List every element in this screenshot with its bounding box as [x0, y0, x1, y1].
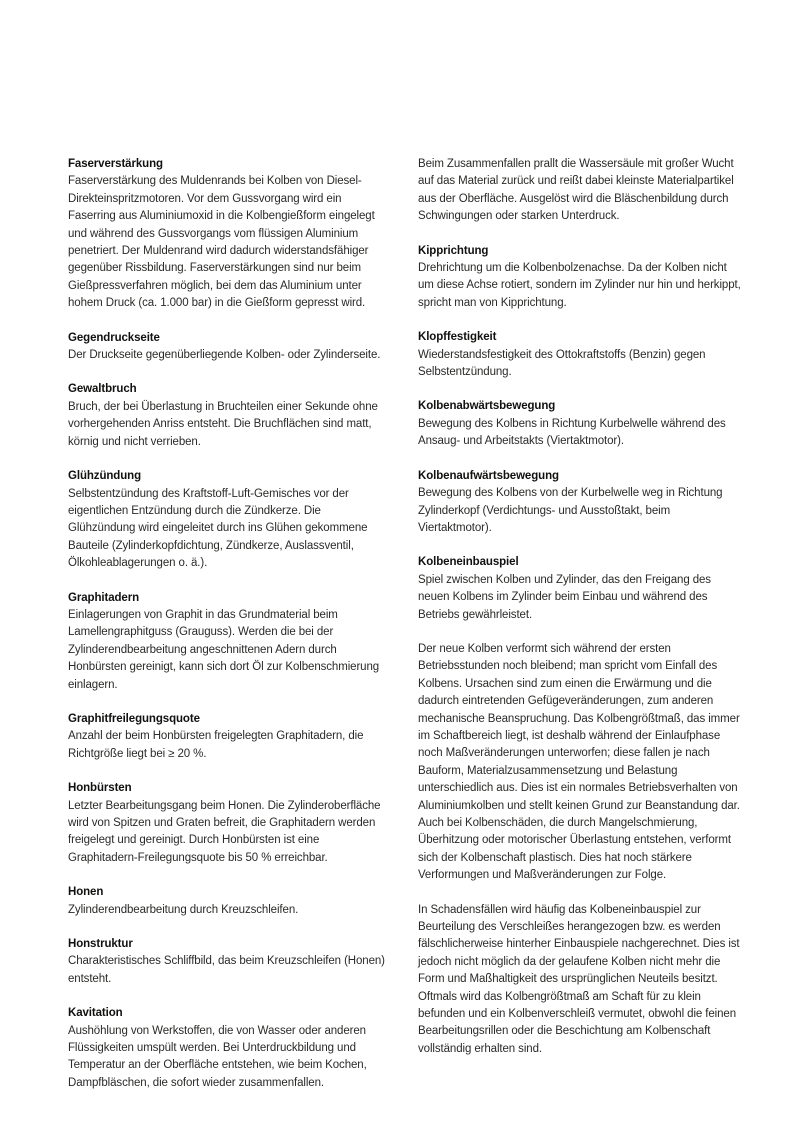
glossary-entry — [68, 468, 391, 572]
glossary-term: Kolbenaufwärtsbewegung — [418, 469, 559, 482]
glossary-term: Honbürsten — [68, 782, 132, 795]
glossary-definition: Bewegung des Kolbens in Richtung Kurbelwelle während des Ansaug- und Arbeitstakts (Viertaktmotor). — [418, 417, 726, 448]
glossary-definition: Spiel zwischen Kolben und Zylinder, das den Freigang des neuen Kolbens im Zylinder beim Einbau und während des Betriebs gewährleistet. — [418, 573, 711, 621]
glossary-entry — [68, 780, 391, 867]
glossary-term: Graphitadern — [68, 591, 140, 604]
glossary-definition: Selbstentzündung des Kraftstoff-Luft-Gemisches vor der eigentlichen Entzündung durch die Zündkerze. Die Glühzündung wird eingeleitet durch ins Glühen gekommene Bauteile (Zylinderkopfdichtung, Zündkerze, Auslassventil, Ölkohleablagerungen o. ä.). — [68, 487, 368, 570]
glossary-term: Honen — [68, 886, 104, 899]
glossary-term: Kipprichtung — [418, 244, 489, 257]
glossary-term: Klopffestigkeit — [418, 331, 497, 344]
glossary-entry — [68, 590, 391, 694]
glossary-definition: Bruch, der bei Überlastung in Bruchteilen einer Sekunde ohne vorhergehenden Anriss entsteht. Die Bruchflächen sind matt, körnig und nicht verrieben. — [68, 400, 378, 448]
glossary-entry — [68, 936, 391, 988]
glossary-definition: Charakteristisches Schliffbild, das beim Kreuzschleifen (Honen) entsteht. — [68, 955, 385, 985]
glossary-definition: Der Druckseite gegenüberliegende Kolben- oder Zylinderseite. — [68, 349, 381, 362]
glossary-term: Kolbeneinbauspiel — [418, 556, 519, 569]
glossary-entry — [68, 711, 391, 763]
glossary-entry — [418, 329, 741, 381]
glossary-entry — [418, 554, 741, 1058]
glossary-definition: Aushöhlung von Werkstoffen, die von Wasser oder anderen Flüssigkeiten umspült werden. Bei Unterdruckbildung und Temperatur an der Oberfläche entstehen, wie beim Kochen, Dampfbläschen, die sofort wieder zusammenfallen. — [68, 1024, 367, 1089]
glossary-definition: Drehrichtung um die Kolbenbolzenachse. Da der Kolben nicht um diese Achse rotiert, sondern im Zylinder nur hin und herkippt, spricht man von Kipprichtung. — [418, 262, 741, 309]
glossary-term: Gegendruckseite — [68, 331, 160, 344]
glossary-entry — [68, 330, 391, 365]
glossary-definition: Bewegung des Kolbens von der Kurbelwelle weg in Richtung Zylinderkopf (Verdichtungs- und Ausstoßtakt, beim Viertaktmotor). — [418, 487, 723, 534]
glossary-term: Faserverstärkung — [68, 158, 163, 170]
glossary-definition: Der neue Kolben verformt sich während der ersten Betriebsstunden noch bleibend; man spricht vom Einfall des Kolbens. Ursachen sind zum einen die Erwärmung und die dadurch eintretenden Gefügeveränderungen, zum anderen mechanische Beanspruchung. Das Kolbengrößtmaß, das immer im Schaftbereich liegt, ist deshalb während der Einlaufphase noch Maßveränderungen unterworfen; diese fallen je nach Bauform, Materialzusammensetzung und Belastung unterschiedlich aus. Dies ist ein normales Betriebsverhalten von Aluminiumkolben und stellt keinen Grund zur Beanstandung dar. Auch bei Kolbenschäden, die durch Mangelschmierung, Überhitzung oder motorischer Überlastung entstehen, verformt sich der Kolbenschaft plastisch. Dies hat noch stärkere Verformungen und Maßveränderungen zur Folge. — [418, 642, 740, 882]
glossary-entry — [418, 398, 741, 450]
glossary-definition: In Schadensfällen wird häufig das Kolbeneinbauspiel zur Beurteilung des Verschleißes herangezogen bzw. es werden fälschlicherweise hinterher Einbauspiele nachgerechnet. Dies ist jedoch nicht möglich da der gelaufene Kolben nicht mehr die Form und Maßhaltigkeit des ursprünglichen Neuteils besitzt. Oftmals wird das Kolbengrößtmaß am Schaft für zu klein befunden und ein Kolbenverschleiß vermutet, obwohl die feinen Bearbeitungsrillen oder die Beschichtung am Kolbenschaft vollständig erhalten sind. — [418, 903, 740, 1055]
glossary-term: Honstruktur — [68, 938, 133, 951]
glossary-term: Kavitation — [68, 1007, 123, 1020]
glossary-entry — [418, 243, 741, 313]
glossary-definition: Faserverstärkung des Muldenrands bei Kolben von Diesel-Direkteinspritzmotoren. Vor dem Gussvorgang wird ein Faserring aus Aluminiumoxid in die Kolbengießform eingelegt und während des Gussvorgangs vom flüssigen Aluminium penetriert. Der Muldenrand wird dadurch widerstandsfähiger gegenüber Rissbildung. Faserverstärkungen sind nur beim Gießpressverfahren möglich, bei dem das Aluminium unter hohem Druck (ca. 1.000 bar) in die Gießform gepresst wird. — [68, 175, 375, 310]
glossary-term: Kolbenabwärtsbewegung — [418, 400, 556, 413]
glossary-entry — [418, 468, 741, 538]
column-right — [418, 156, 741, 1109]
glossary-definition: Wiederstandsfestigkeit des Ottokraftstoffs (Benzin) gegen Selbstentzündung. — [418, 348, 706, 379]
glossary-definition: Beim Zusammenfallen prallt die Wassersäule mit großer Wucht auf das Material zurück und reißt dabei kleinste Materialpartikel aus der Oberfläche. Ausgelöst wird die Bläschenbildung durch Schwingungen oder starken Unterdruck. — [418, 158, 734, 223]
glossary-definition: Letzter Bearbeitungsgang beim Honen. Die Zylinderoberfläche wird von Spitzen und Graten befreit, die Graphitadern werden freigelegt und gereinigt. Durch Honbürsten ist eine Graphitadern-Freilegungsquote bis 50 % erreichbar. — [68, 799, 381, 864]
glossary-term: Glühzündung — [68, 470, 141, 483]
continuation-paragraph-block — [418, 156, 741, 226]
glossary-definition: Anzahl der beim Honbürsten freigelegten Graphitadern, die Richtgröße liegt bei ≥ 20 %. — [68, 730, 364, 760]
column-left — [68, 156, 391, 1109]
glossary-entry — [68, 156, 391, 313]
glossary-definition: Zylinderendbearbeitung durch Kreuzschleifen. — [68, 903, 299, 916]
glossary-term: Gewaltbruch — [68, 383, 137, 396]
glossary-definition: Einlagerungen von Graphit in das Grundmaterial beim Lamellengraphitguss (Grauguss). Werden die bei der Zylinderendbearbeitung angeschnittenen Adern durch Honbürsten gereinigt, kann sich dort Öl zur Kolbenschmierung einlagern. — [68, 608, 380, 691]
glossary-columns — [68, 156, 741, 1109]
glossary-term: Graphitfreilegungsquote — [68, 712, 200, 725]
glossary-entry — [68, 1005, 391, 1092]
glossary-entry — [68, 884, 391, 919]
glossary-entry — [68, 381, 391, 451]
